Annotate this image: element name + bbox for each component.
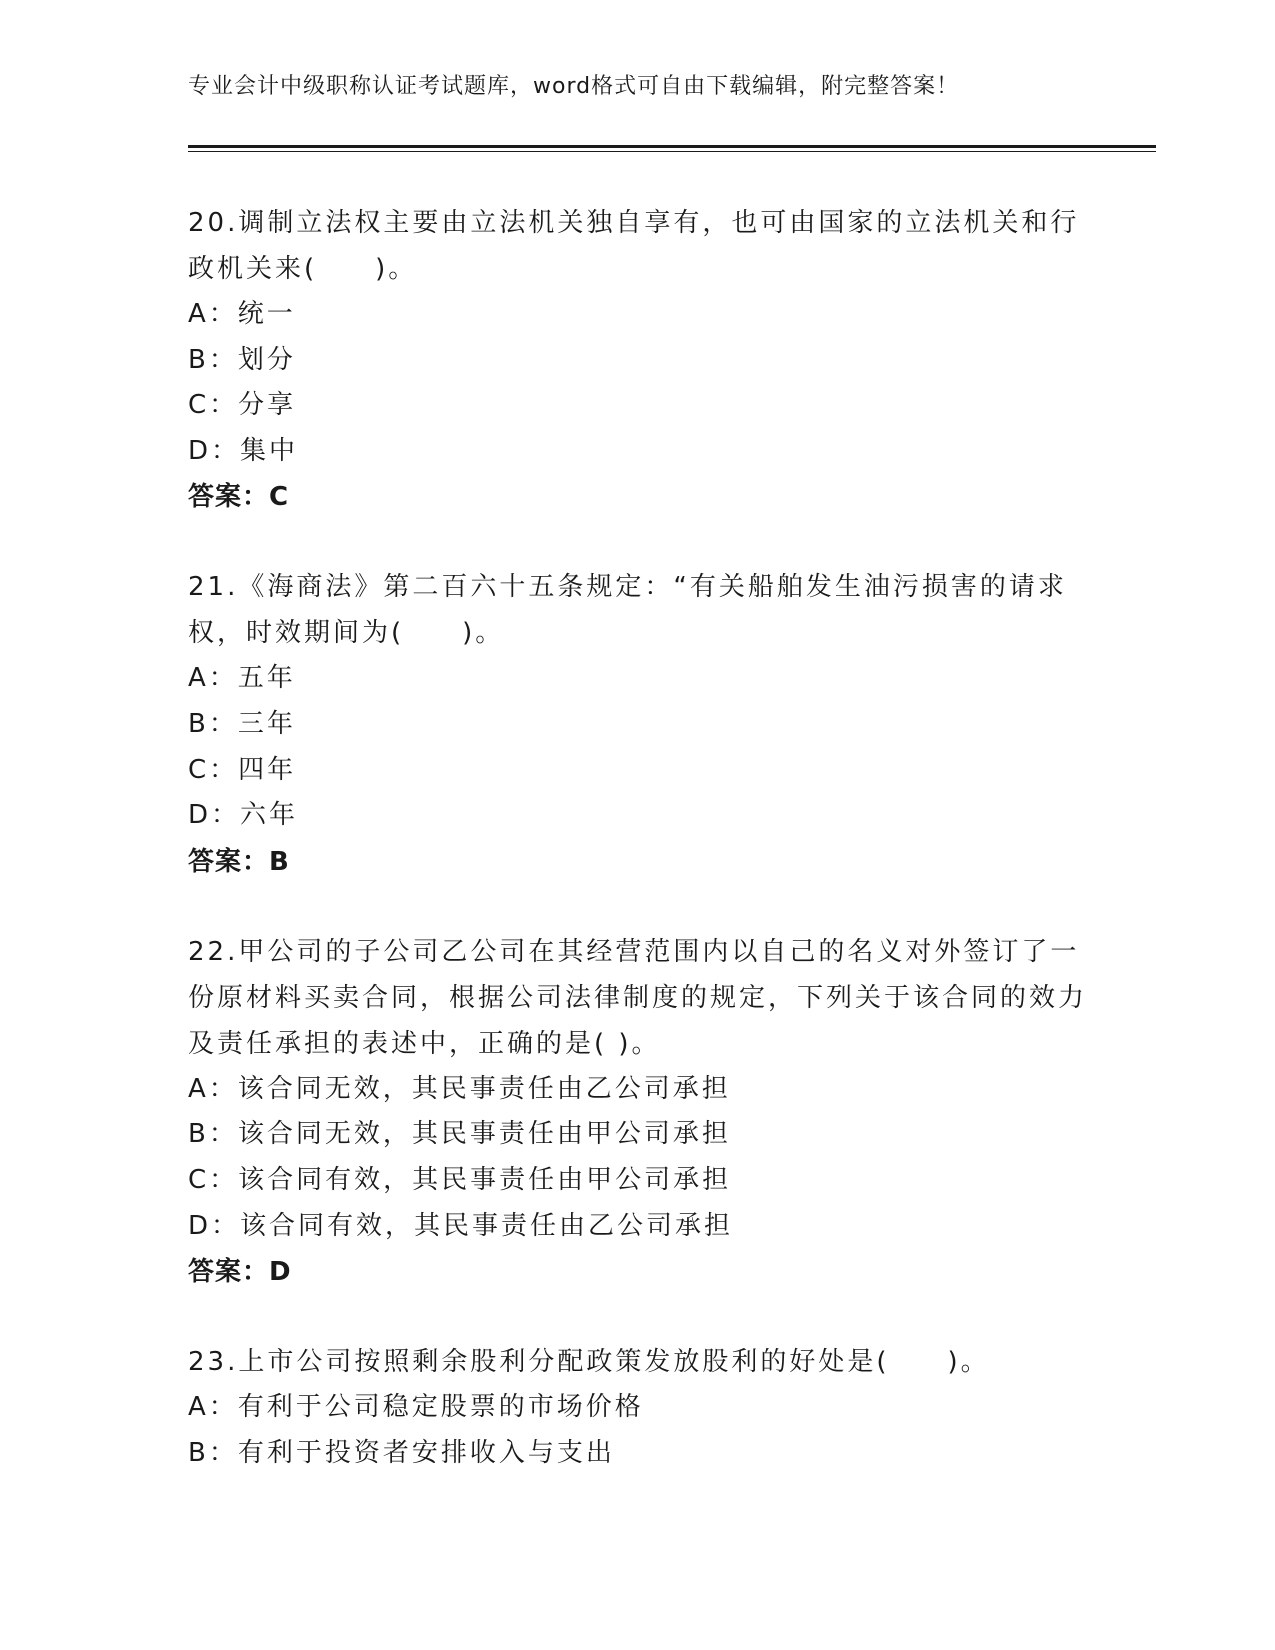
question-text: 21.《海商法》第二百六十五条规定：“有关船舶发生油污损害的请求权，时效期间为( )。 xyxy=(188,572,1067,649)
question-22 xyxy=(188,929,1088,1295)
question-23 xyxy=(188,1339,1088,1476)
option-b: B：三年 xyxy=(188,708,296,739)
option-b: B：有利于投资者安排收入与支出 xyxy=(188,1437,615,1468)
question-text: 20.调制立法权主要由立法机关独自享有，也可由国家的立法机关和行政机关来( )。 xyxy=(188,208,1080,284)
document-header: 专业会计中级职称认证考试题库，word格式可自由下载编辑，附完整答案！ xyxy=(188,74,960,99)
option-a: A：有利于公司稳定股票的市场价格 xyxy=(188,1392,644,1423)
option-b: B：划分 xyxy=(188,344,296,375)
option-c: C：四年 xyxy=(188,754,297,785)
option-d: D：六年 xyxy=(188,800,299,831)
answer-label: 答案：C xyxy=(188,482,290,513)
option-a: A：统一 xyxy=(188,299,296,329)
option-c: C：分享 xyxy=(188,390,297,421)
question-text: 23.上市公司按照剩余股利分配政策发放股利的好处是( )。 xyxy=(188,1347,990,1378)
answer-label: 答案：B xyxy=(188,846,290,877)
option-d: D：该合同有效，其民事责任由乙公司承担 xyxy=(188,1210,734,1241)
option-b: B：该合同无效，其民事责任由甲公司承担 xyxy=(188,1119,731,1150)
option-d: D：集中 xyxy=(188,435,299,466)
question-list xyxy=(188,200,1088,1520)
answer-label: 答案：D xyxy=(188,1257,292,1288)
option-a: A：该合同无效，其民事责任由乙公司承担 xyxy=(188,1073,731,1104)
question-20 xyxy=(188,200,1088,520)
question-text: 22.甲公司的子公司乙公司在其经营范围内以自己的名义对外签订了一份原材料买卖合同，根据公司法律制度的规定，下列关于该合同的效力及责任承担的表述中，正确的是( )。 xyxy=(188,936,1088,1059)
header-divider-thin xyxy=(188,151,1156,152)
option-c: C：该合同有效，其民事责任由甲公司承担 xyxy=(188,1164,732,1195)
question-21 xyxy=(188,564,1088,884)
option-a: A：五年 xyxy=(188,663,296,694)
header-divider-thick xyxy=(188,145,1156,148)
